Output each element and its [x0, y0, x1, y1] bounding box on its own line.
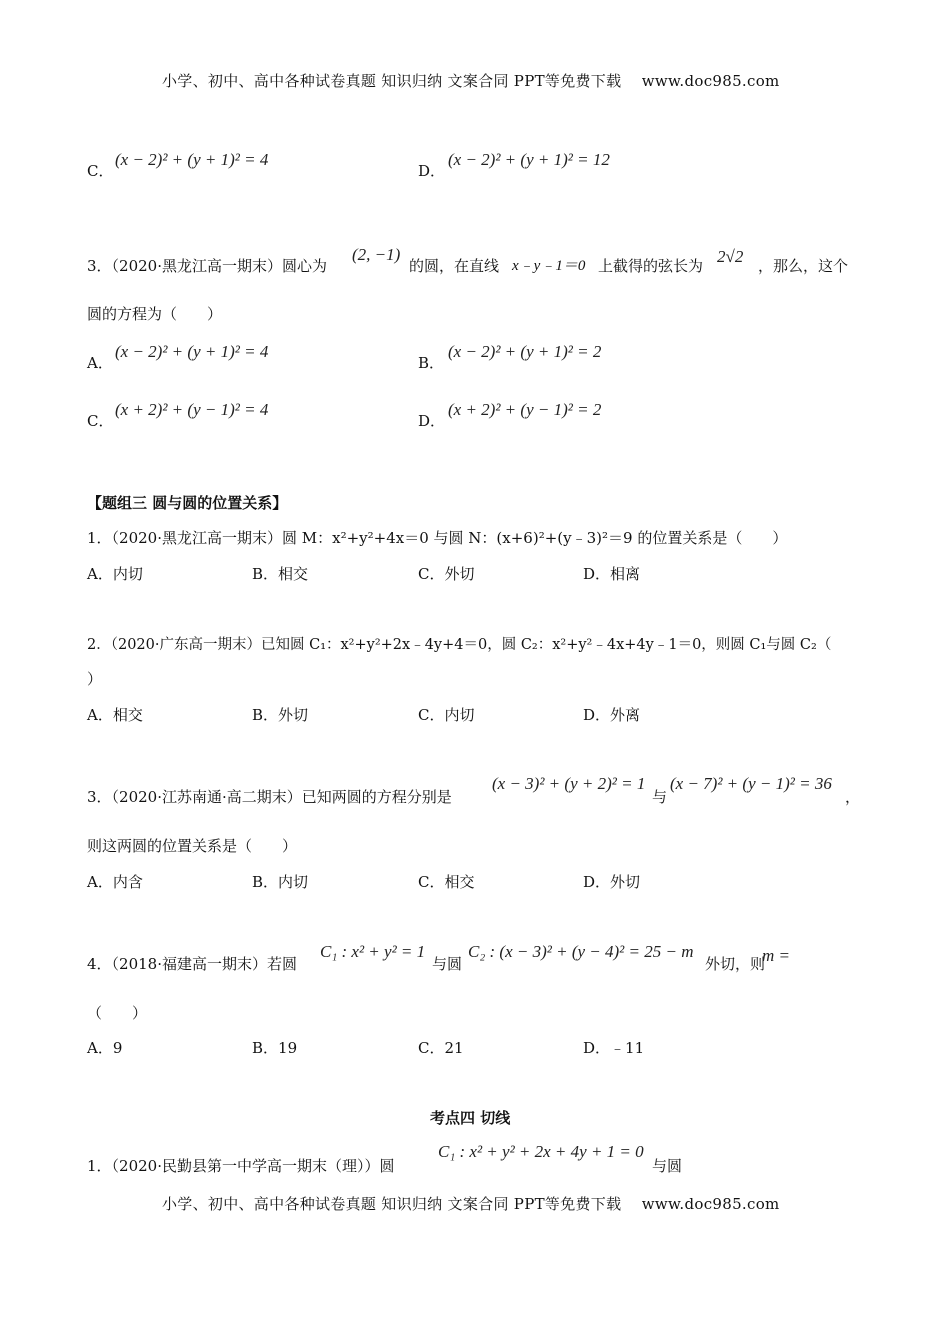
g3-q4-stem-part1: 4．（2018·福建高一期末）若圆 — [87, 955, 297, 973]
g3-q4-option-d: D．﹣11 — [583, 1039, 645, 1057]
g3-q2-option-a: A．相交 — [87, 706, 143, 724]
g3-q2-option-b: B．外切 — [252, 706, 309, 724]
g3-q3-option-d: D．外切 — [583, 873, 641, 891]
point4-q1-expr: C₁ : x² + y² + 2x + 4y + 1 = 0 — [438, 1142, 644, 1161]
point4-q1-stem-part1: 1．（2020·民勤县第一中学高一期末（理））圆 — [87, 1157, 395, 1175]
q3-option-a-expr: (x − 2)² + (y + 1)² = 4 — [115, 342, 269, 361]
g3-q1-option-d: D．相离 — [583, 565, 641, 583]
prev-option-d-expr: (x − 2)² + (y + 1)² = 12 — [448, 150, 610, 169]
g3-q4-stem-part3: 外切，则 — [705, 955, 766, 973]
prev-option-d-label: D． — [418, 162, 446, 180]
g3-q3-option-b: B．内切 — [252, 873, 309, 891]
q3-stem-part3: 上截得的弦长为 — [598, 257, 704, 275]
q3-stem-part4: ，那么，这个 — [758, 257, 849, 275]
g3-q3-expr1: (x − 3)² + (y + 2)² = 1 — [492, 774, 646, 793]
q3-option-c-label: C． — [87, 412, 114, 430]
g3-q1-option-a: A．内切 — [87, 565, 143, 583]
prev-option-c-expr: (x − 2)² + (y + 1)² = 4 — [115, 150, 269, 169]
g3-q3-stem-part2: 与 — [652, 788, 668, 806]
g3-q3-expr2: (x − 7)² + (y − 1)² = 36 — [670, 774, 832, 793]
g3-q4-expr1: C₁ : x² + y² = 1 — [320, 942, 426, 961]
g3-q4-option-a: A．9 — [87, 1039, 123, 1057]
q3-chord: 2√2 — [717, 247, 744, 266]
q3-line: x﹣y﹣1＝0 — [512, 258, 586, 274]
g3-q2-option-c: C．内切 — [418, 706, 475, 724]
q3-stem-part2: 的圆，在直线 — [409, 257, 500, 275]
page-header: 小学、初中、高中各种试卷真题 知识归纳 文案合同 PPT等免费下载 www.doc985.com — [162, 72, 780, 90]
g3-q4-expr3: m = — [762, 946, 790, 965]
g3-q4-option-c: C．21 — [418, 1039, 464, 1057]
g3-q4-option-b: B．19 — [252, 1039, 298, 1057]
g3-q4-stem-part2: 与圆 — [432, 955, 463, 973]
g3-q1-stem: 1．（2020·黑龙江高一期末）圆 M：x²+y²+4x＝0 与圆 N：(x+6)²+(y﹣3)²＝9 的位置关系是（ ） — [87, 529, 788, 547]
q3-stem-line2: 圆的方程为（ ） — [87, 305, 223, 323]
g3-q1-option-b: B．相交 — [252, 565, 309, 583]
q3-option-d-label: D． — [418, 412, 446, 430]
g3-q2-stem-line2: ） — [87, 670, 103, 688]
g3-q4-expr2: C₂ : (x − 3)² + (y − 4)² = 25 − m — [468, 942, 694, 961]
point4-title: 考点四 切线 — [430, 1109, 511, 1127]
g3-q2-stem: 2．（2020·广东高一期末）已知圆 C₁：x²+y²+2x﹣4y+4＝0，圆 C₂：x²+y²﹣4x+4y﹣1＝0，则圆 C₁与圆 C₂（ — [87, 637, 832, 653]
q3-stem-part1: 3．（2020·黑龙江高一期末）圆心为 — [87, 257, 327, 275]
g3-q4-stem-line2: （ ） — [87, 1004, 148, 1022]
g3-q3-stem-line2: 则这两圆的位置关系是（ ） — [87, 837, 298, 855]
g3-q3-option-a: A．内含 — [87, 873, 143, 891]
prev-option-c-label: C． — [87, 162, 114, 180]
g3-q3-option-c: C．相交 — [418, 873, 475, 891]
g3-q2-option-d: D．外离 — [583, 706, 641, 724]
point4-q1-stem-part2: 与圆 — [652, 1157, 683, 1175]
q3-option-d-expr: (x + 2)² + (y − 1)² = 2 — [448, 400, 602, 419]
group3-title: 【题组三 圆与圆的位置关系】 — [87, 494, 288, 512]
q3-option-c-expr: (x + 2)² + (y − 1)² = 4 — [115, 400, 269, 419]
g3-q3-stem-part1: 3．（2020·江苏南通·高二期末）已知两圆的方程分别是 — [87, 788, 452, 806]
q3-option-b-expr: (x − 2)² + (y + 1)² = 2 — [448, 342, 602, 361]
q3-option-b-label: B． — [418, 354, 445, 372]
g3-q3-stem-part3: ， — [845, 788, 861, 806]
page-footer: 小学、初中、高中各种试卷真题 知识归纳 文案合同 PPT等免费下载 www.doc985.com — [162, 1195, 780, 1213]
g3-q1-option-c: C．外切 — [418, 565, 475, 583]
q3-center: (2, −1) — [352, 245, 401, 264]
q3-option-a-label: A． — [87, 354, 113, 372]
